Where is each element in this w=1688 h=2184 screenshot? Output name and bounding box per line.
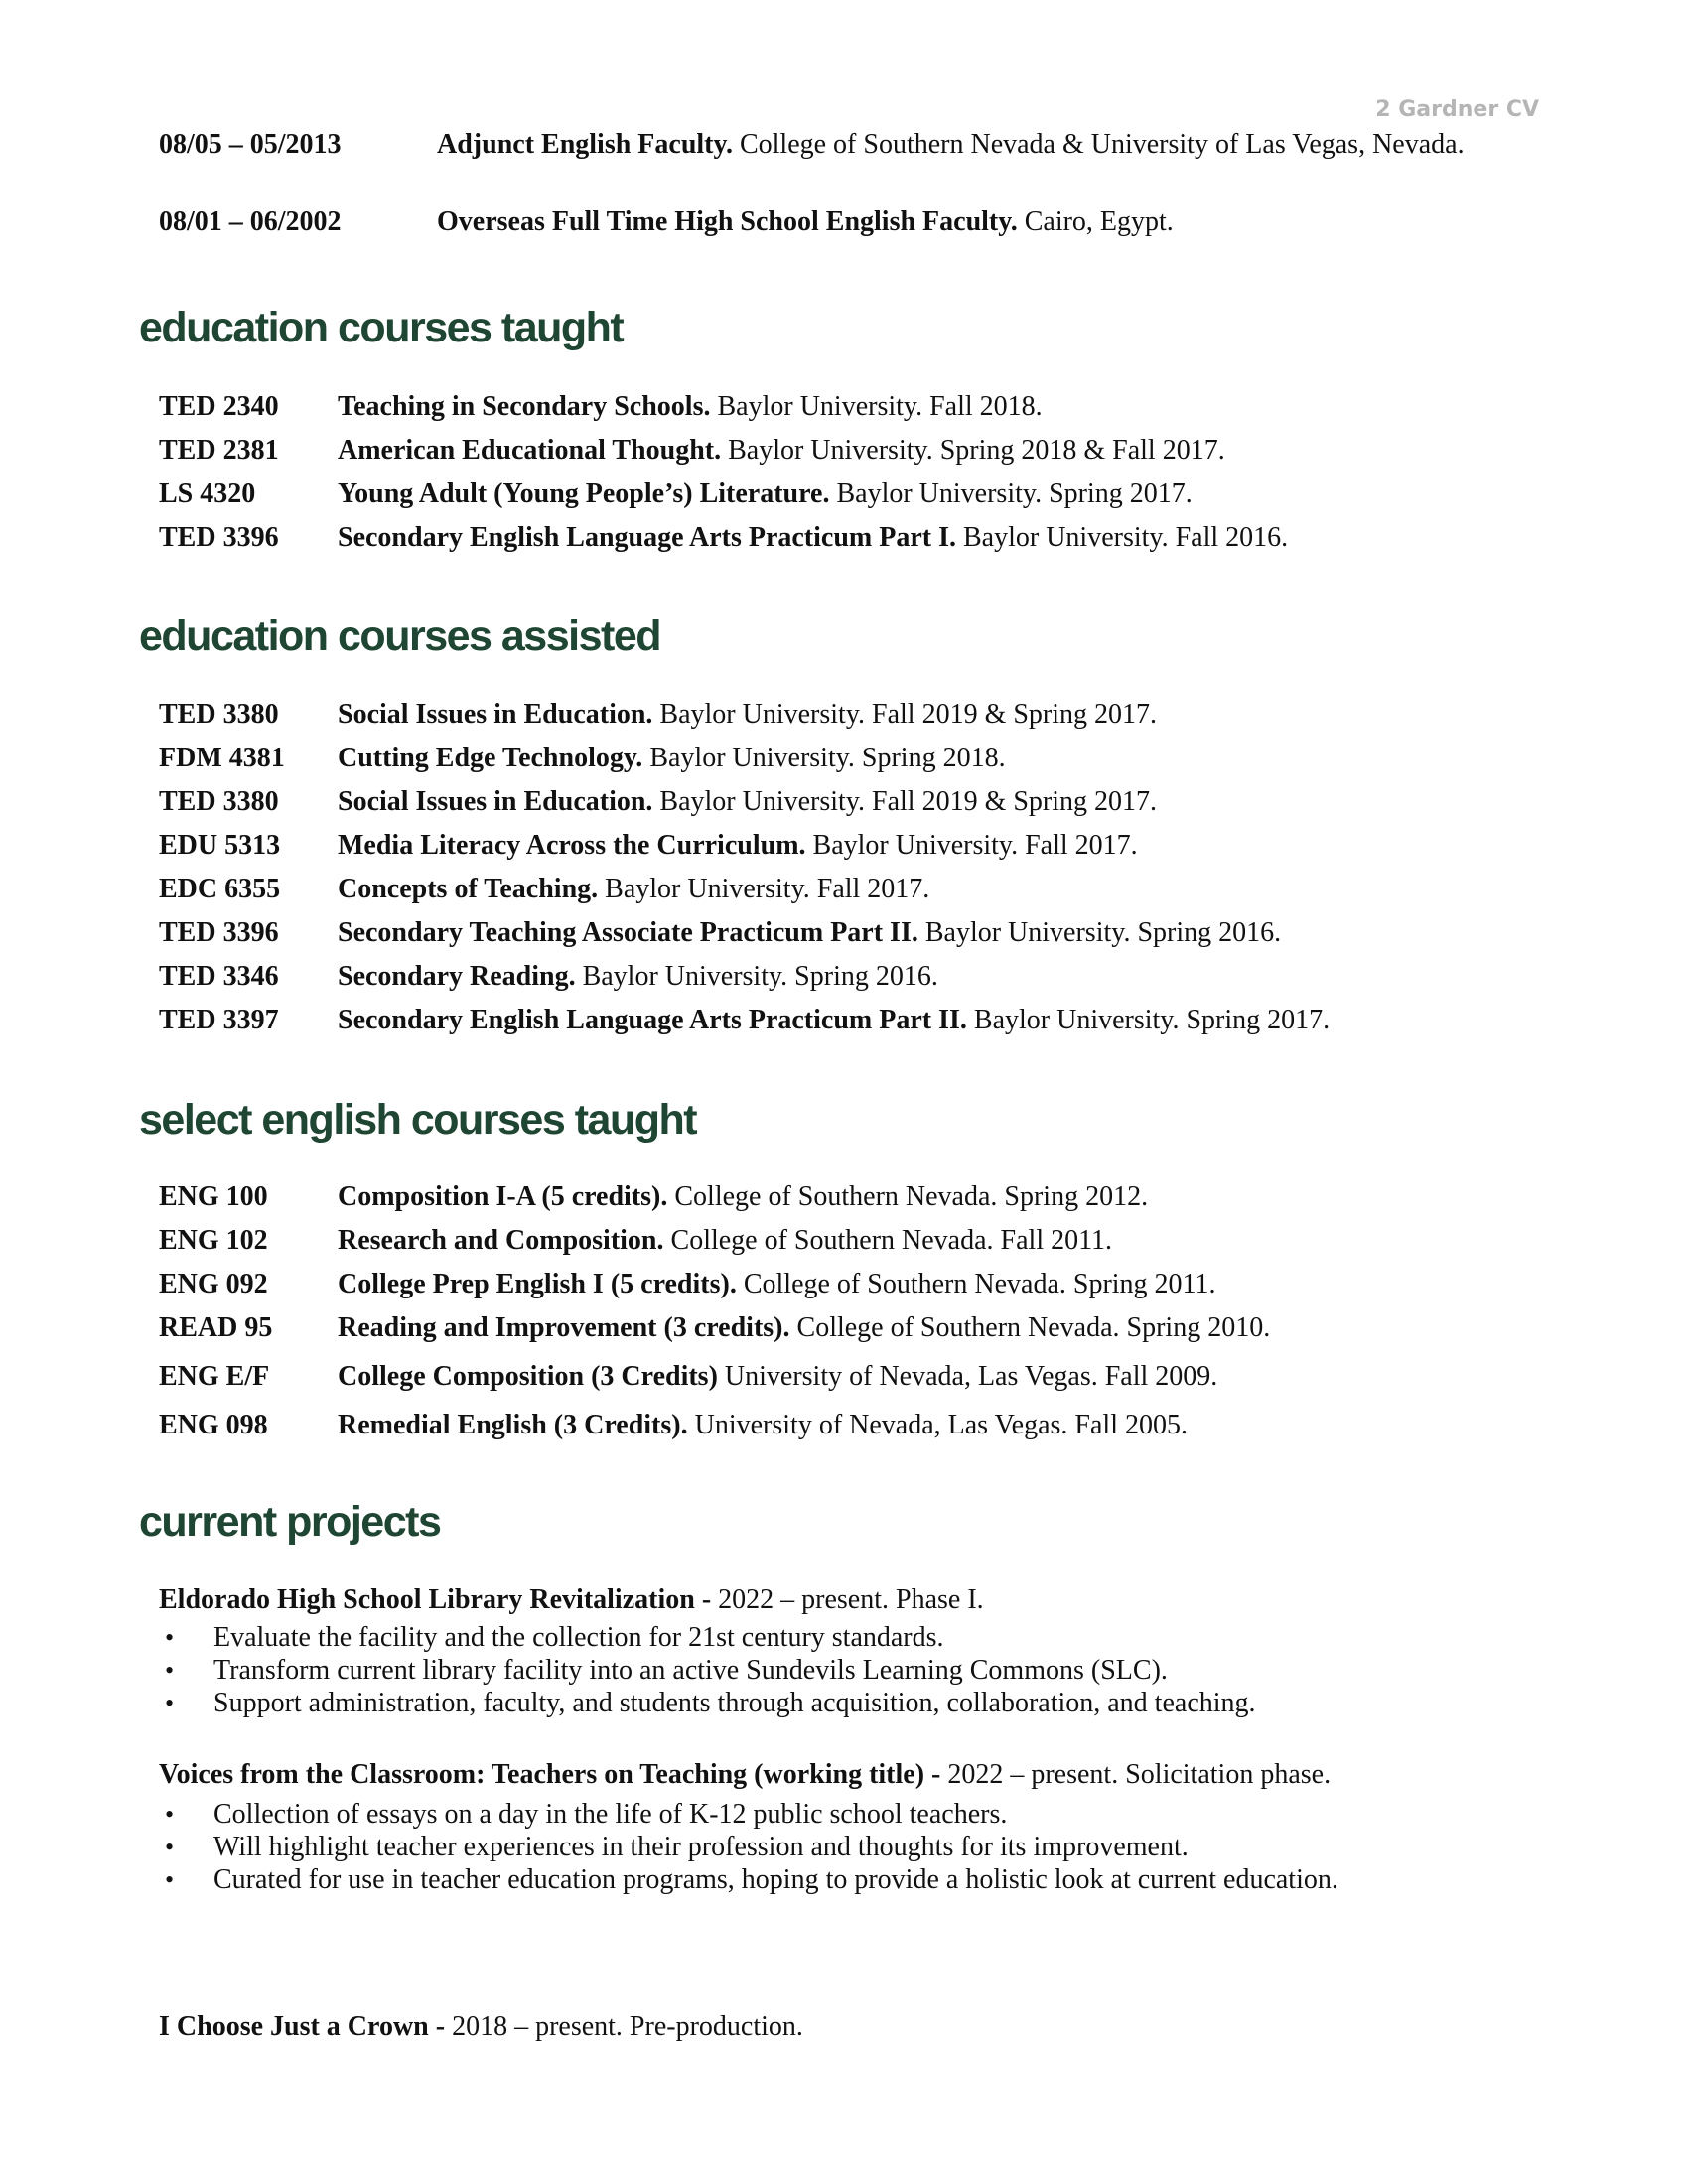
course-code: ENG 098 bbox=[159, 1410, 268, 1440]
course-description bbox=[338, 434, 1225, 468]
bullet-icon: • bbox=[165, 1623, 175, 1652]
project-title-line bbox=[159, 1583, 984, 1617]
employment-title: Adjunct English Faculty. bbox=[437, 129, 733, 160]
course-code: EDC 6355 bbox=[159, 874, 281, 904]
course-title: College Prep English I (5 credits). bbox=[338, 1269, 737, 1299]
bullet-text: Evaluate the facility and the collection for 21st century standards. bbox=[213, 1622, 944, 1653]
bullet-icon: • bbox=[165, 1833, 175, 1861]
course-code: ENG 100 bbox=[159, 1181, 268, 1212]
course-detail: Baylor University. Fall 2017. bbox=[598, 874, 930, 904]
course-description bbox=[338, 521, 1288, 555]
course-detail: Baylor University. Fall 2018. bbox=[710, 391, 1043, 422]
course-code: FDM 4381 bbox=[159, 743, 285, 773]
bullet-icon: • bbox=[165, 1656, 175, 1685]
course-description bbox=[338, 785, 1157, 819]
course-detail: Baylor University. Spring 2017. bbox=[829, 478, 1193, 509]
project-title-line bbox=[159, 2010, 803, 2044]
course-code: EDU 5313 bbox=[159, 830, 281, 861]
course-description bbox=[338, 1224, 1112, 1258]
employment-dates: 08/01 – 06/2002 bbox=[159, 206, 342, 237]
section-heading-courses-taught: education courses taught bbox=[139, 304, 624, 351]
section-heading-courses-assisted: education courses assisted bbox=[139, 613, 660, 660]
project-detail: 2018 – present. Pre-production. bbox=[452, 2011, 803, 2042]
employment-detail: College of Southern Nevada & University of Las Vegas, Nevada. bbox=[732, 129, 1465, 160]
project-separator: - bbox=[924, 1759, 948, 1790]
course-detail: Baylor University. Spring 2016. bbox=[575, 961, 938, 992]
course-description bbox=[338, 873, 929, 906]
project-title-line bbox=[159, 1758, 1331, 1792]
course-detail: Baylor University. Fall 2017. bbox=[805, 830, 1138, 861]
course-title: Remedial English (3 Credits). bbox=[338, 1410, 688, 1440]
course-title: American Educational Thought. bbox=[338, 435, 722, 466]
employment-detail: Cairo, Egypt. bbox=[1017, 206, 1174, 237]
project-detail: 2022 – present. Solicitation phase. bbox=[947, 1759, 1332, 1790]
course-title: Teaching in Secondary Schools. bbox=[338, 391, 711, 422]
course-description bbox=[338, 1268, 1216, 1301]
bullet-text: Curated for use in teacher education programs, hoping to provide a holistic look at current education. bbox=[213, 1864, 1338, 1895]
course-description bbox=[338, 916, 1281, 950]
course-description bbox=[338, 742, 1006, 775]
course-title: Social Issues in Education. bbox=[338, 786, 653, 817]
course-code: TED 3397 bbox=[159, 1005, 279, 1035]
course-code: TED 2381 bbox=[159, 435, 279, 466]
course-detail: Baylor University. Spring 2017. bbox=[966, 1005, 1331, 1035]
course-title: Secondary English Language Arts Practicum Part II. bbox=[338, 1005, 967, 1035]
employment-description bbox=[437, 127, 1609, 163]
course-detail: Baylor University. Fall 2016. bbox=[956, 522, 1289, 553]
course-title: Social Issues in Education. bbox=[338, 699, 653, 730]
course-code: READ 95 bbox=[159, 1312, 273, 1343]
course-description bbox=[338, 478, 1193, 511]
course-detail: University of Nevada, Las Vegas. Fall 2009. bbox=[717, 1361, 1218, 1392]
course-title: Secondary English Language Arts Practicum Part I. bbox=[338, 522, 956, 553]
bullet-icon: • bbox=[165, 1689, 175, 1717]
course-title: Young Adult (Young People’s) Literature. bbox=[338, 478, 830, 509]
course-detail: College of Southern Nevada. Fall 2011. bbox=[663, 1225, 1113, 1256]
course-code: TED 3396 bbox=[159, 522, 279, 553]
section-heading-english-courses: select english courses taught bbox=[139, 1096, 697, 1144]
course-title: Secondary Teaching Associate Practicum Part II. bbox=[338, 917, 918, 948]
course-detail: College of Southern Nevada. Spring 2012. bbox=[667, 1181, 1149, 1212]
course-title: Media Literacy Across the Curriculum. bbox=[338, 830, 806, 861]
course-description bbox=[338, 1004, 1330, 1037]
project-separator: - bbox=[428, 2011, 453, 2042]
course-detail: Baylor University. Spring 2018 & Fall 2017. bbox=[721, 435, 1225, 466]
course-title: Cutting Edge Technology. bbox=[338, 743, 643, 773]
employment-description bbox=[437, 205, 1609, 240]
employment-title: Overseas Full Time High School English Faculty. bbox=[437, 206, 1018, 237]
course-description bbox=[338, 960, 938, 994]
course-title: Research and Composition. bbox=[338, 1225, 664, 1256]
course-detail: Baylor University. Spring 2018. bbox=[642, 743, 1006, 773]
project-title: Eldorado High School Library Revitalization bbox=[159, 1584, 695, 1615]
bullet-icon: • bbox=[165, 1800, 175, 1829]
bullet-text: Collection of essays on a day in the life of K-12 public school teachers. bbox=[213, 1799, 1008, 1830]
course-detail: College of Southern Nevada. Spring 2011. bbox=[736, 1269, 1216, 1299]
bullet-text: Support administration, faculty, and students through acquisition, collaboration, and teaching. bbox=[213, 1688, 1256, 1718]
project-separator: - bbox=[694, 1584, 719, 1615]
course-title: Secondary Reading. bbox=[338, 961, 576, 992]
course-title: College Composition (3 Credits) bbox=[338, 1361, 718, 1392]
section-heading-current-projects: current projects bbox=[139, 1498, 441, 1546]
course-code: LS 4320 bbox=[159, 478, 256, 509]
course-code: TED 3380 bbox=[159, 786, 279, 817]
bullet-text: Transform current library facility into an active Sundevils Learning Commons (SLC). bbox=[213, 1655, 1168, 1686]
course-detail: Baylor University. Fall 2019 & Spring 2017. bbox=[652, 786, 1158, 817]
page-number-label: 2 Gardner CV bbox=[1375, 97, 1539, 122]
course-description bbox=[338, 698, 1157, 732]
project-detail: 2022 – present. Phase I. bbox=[718, 1584, 984, 1615]
course-detail: Baylor University. Spring 2016. bbox=[917, 917, 1282, 948]
course-title: Reading and Improvement (3 credits). bbox=[338, 1312, 790, 1343]
course-code: TED 2340 bbox=[159, 391, 279, 422]
course-code: TED 3396 bbox=[159, 917, 279, 948]
course-detail: University of Nevada, Las Vegas. Fall 2005. bbox=[687, 1410, 1188, 1440]
bullet-icon: • bbox=[165, 1865, 175, 1894]
course-description bbox=[338, 1311, 1270, 1345]
project-title: I Choose Just a Crown bbox=[159, 2011, 429, 2042]
course-description bbox=[338, 1180, 1148, 1214]
course-description bbox=[338, 1409, 1188, 1442]
course-description bbox=[338, 390, 1043, 424]
course-description bbox=[338, 1360, 1217, 1394]
course-code: ENG 102 bbox=[159, 1225, 268, 1256]
course-code: ENG 092 bbox=[159, 1269, 268, 1299]
course-detail: Baylor University. Fall 2019 & Spring 2017. bbox=[652, 699, 1158, 730]
course-description bbox=[338, 829, 1138, 863]
employment-dates: 08/05 – 05/2013 bbox=[159, 129, 342, 160]
course-title: Composition I-A (5 credits). bbox=[338, 1181, 668, 1212]
course-detail: College of Southern Nevada. Spring 2010. bbox=[789, 1312, 1271, 1343]
course-title: Concepts of Teaching. bbox=[338, 874, 599, 904]
course-code: TED 3380 bbox=[159, 699, 279, 730]
course-code: TED 3346 bbox=[159, 961, 279, 992]
bullet-text: Will highlight teacher experiences in their profession and thoughts for its improvement. bbox=[213, 1832, 1189, 1862]
project-title: Voices from the Classroom: Teachers on Teaching (working title) bbox=[159, 1759, 925, 1790]
course-code: ENG E/F bbox=[159, 1361, 270, 1392]
